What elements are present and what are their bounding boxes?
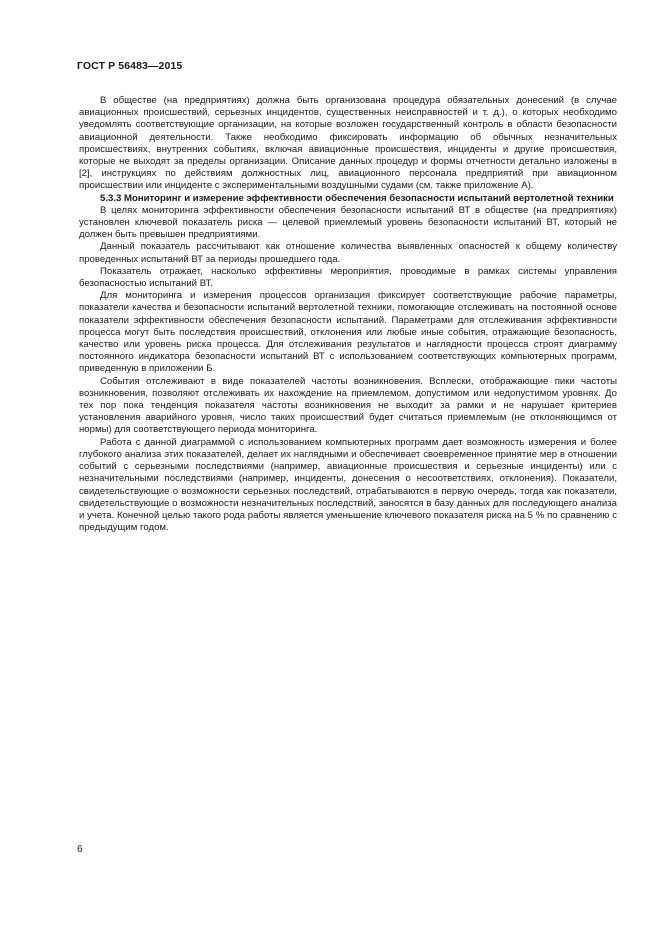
paragraph: Данный показатель рассчитывают как отношение количества выявленных опасностей к общему количеству проведенных испытаний ВТ за периоды прошедшего года. <box>79 241 617 265</box>
paragraph: Работа с данной диаграммой с использованием компьютерных программ дает возможность измерения и более глубокого анализа этих показателей, делает их наглядными и обеспечивает своевременное принятие мер в отношении событий с серьезными последствиями (например, авиационные происшествия и серьезные инциденты) или с незначительными последствиями (например, инциденты, донесения о несоответствиях, отклонения). Показатели, свидетельствующие о возможности серьезных последствий, отрабатываются в первую очередь, тогда как показатели, свидетельствующие о возможности незначительных последствий, заносятся в базу данных для последующего анализа и учета. Конечной целью такого рода работы является уменьшение ключевого показателя риска на 5 % по сравнению с предыдущим годом. <box>79 436 617 534</box>
document-header: ГОСТ Р 56483—2015 <box>77 60 183 72</box>
paragraph: Для мониторинга и измерения процессов организация фиксирует соответствующие рабочие параметры, показатели качества и безопасности испытаний вертолетной техники, помогающие отслеживать на постоянной основе показатели эффективности обеспечения безопасности испытаний. Параметрами для отслеживания эффективности процесса могут быть последствия происшествий, отклонения или любые иные события, отражающие безопасность, качество или уровень риска процесса. Для отслеживания результатов и наглядности процесса строят диаграмму постоянного индикатора безопасности испытаний ВТ с использованием соответствующих компьютерных программ, приведенную в приложении Б. <box>79 290 617 375</box>
paragraph: События отслеживают в виде показателей частоты возникновения. Всплески, отображающие пики частоты возникновения, позволяют отслеживать их нахождение на приемлемом, допустимом или недопустимом уровнях. До тех пор пока тенденция показателя частоты возникновения не выходит за рамки и не нарушает критериев установления аварийного уровня, число таких происшествий будет считаться приемлемым (не отклоняющимся от нормы) для соответствующего периода мониторинга. <box>79 375 617 436</box>
paragraph: В целях мониторинга эффективности обеспечения безопасности испытаний ВТ в обществе (на предприятиях) установлен ключевой показатель риска — целевой приемлемый уровень безопасности испытаний ВТ, который не должен быть превышен предприятиями. <box>79 204 617 241</box>
paragraph: Показатель отражает, насколько эффективны мероприятия, проводимые в рамках системы управления безопасностью испытаний ВТ. <box>79 265 617 290</box>
page-number: 6 <box>77 844 83 855</box>
paragraph: В обществе (на предприятиях) должна быть организована процедура обязательных донесений (в случае авиационных происшествий, серьезных инцидентов, существенных неисправностей и т. д.), о которых необходимо уведомлять соответствующие организации, на которые возложен государственный контроль в области безопасности авиационной деятельности. Также необходимо фиксировать информацию об обычных незначительных происшествиях, внутренних событиях, включая авиационные происшествия, инциденты и другие происшествия, которые не выходят за пределы организации. Описание данных процедур и формы отчетности детально изложены в [2], инструкциях по действиям должностных лиц, авиационного персонала предприятий при авиационном происшествии или инциденте с экспериментальными воздушными судами (см. также приложение А). <box>79 95 617 192</box>
section-heading: 5.3.3 Мониторинг и измерение эффективности обеспечения безопасности испытаний вертолетной техники <box>100 192 614 204</box>
document-body <box>79 95 617 534</box>
